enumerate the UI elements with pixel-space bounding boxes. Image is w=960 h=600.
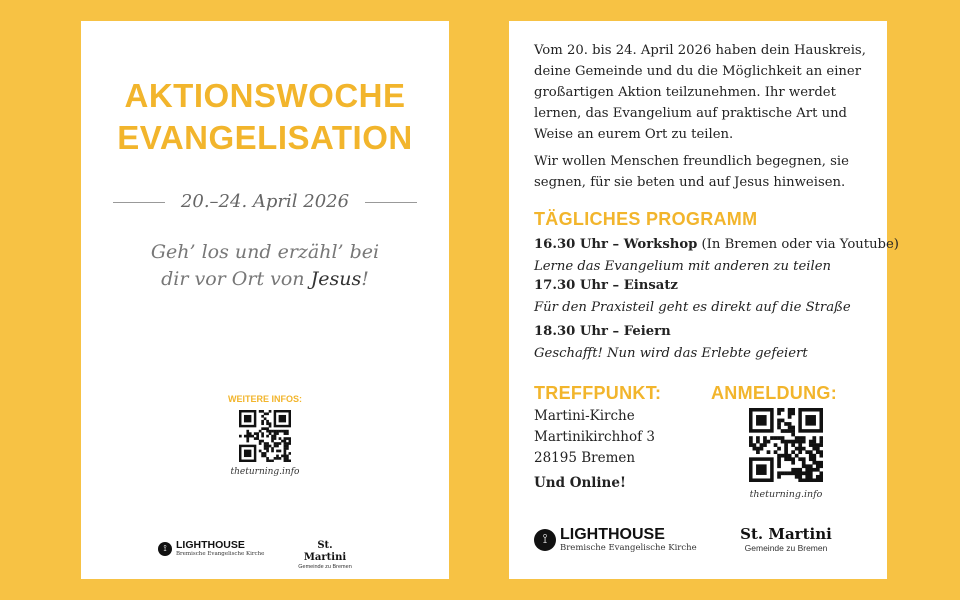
- divider-right: [365, 202, 417, 203]
- flyer-front: [81, 21, 449, 579]
- programm-item-1-desc: Lerne das Evangelium mit anderen zu teilen: [534, 259, 832, 274]
- programm-item-3-desc: Geschafft! Nun wird das Erlebte gefeiert: [534, 346, 808, 361]
- lighthouse-name: LIGHTHOUSE: [176, 539, 245, 551]
- lighthouse-name: LIGHTHOUSE: [560, 526, 665, 543]
- front-slogan: [81, 239, 449, 293]
- programm-item-2-desc: Für den Praxisteil geht es direkt auf die Straße: [534, 300, 851, 315]
- anmeldung-heading: ANMELDUNG:: [711, 383, 837, 403]
- slogan-line-1: Geh’ los und erzähl’ bei: [150, 241, 380, 263]
- programm-item-1-title: [534, 235, 899, 255]
- programm-2-time: 17.30 Uhr – Einsatz: [534, 278, 678, 293]
- front-infos-label: WEITERE INFOS:: [228, 394, 302, 404]
- online-note: Und Online!: [534, 475, 626, 491]
- stmartini-name: St. Martini: [303, 540, 347, 563]
- stmartini-name: St. Martini: [740, 525, 832, 543]
- programm-item-3-title: [534, 322, 671, 342]
- title-line-2: EVANGELISATION: [117, 119, 413, 156]
- front-title: [81, 75, 449, 159]
- back-stmartini-logo: [731, 526, 841, 554]
- front-date: 20.–24. April 2026: [180, 191, 350, 212]
- intro-paragraph-2: Wir wollen Menschen freundlich begegnen, sie segnen, für sie beten und auf Jesus hinweisen.: [534, 154, 849, 190]
- lighthouse-icon: ⟟: [534, 529, 556, 551]
- front-stmartini-logo: [295, 540, 355, 571]
- lighthouse-sub: Bremische Evangelische Kirche: [560, 543, 697, 553]
- programm-heading: TÄGLICHES PROGRAMM: [534, 209, 758, 229]
- address-line-2: Martinikirchhof 3: [534, 429, 655, 445]
- back-qr-code-icon[interactable]: [749, 408, 823, 482]
- title-line-1: AKTIONSWOCHE: [124, 77, 406, 114]
- flyer-back: [509, 21, 899, 579]
- lighthouse-sub: Bremische Evangelische Kirche: [176, 551, 265, 557]
- front-qr-code-icon[interactable]: [239, 410, 291, 462]
- programm-3-time: 18.30 Uhr – Feiern: [534, 324, 671, 339]
- programm-item-2-title: [534, 276, 678, 296]
- address-line-3: 28195 Bremen: [534, 450, 636, 466]
- slogan-prefix: dir vor Ort von: [161, 268, 311, 290]
- slogan-suffix: !: [361, 268, 369, 290]
- programm-1-note: (In Bremen oder via Youtube): [697, 237, 899, 252]
- lighthouse-icon: ⟟: [158, 542, 172, 556]
- back-url[interactable]: theturning.info: [749, 489, 823, 500]
- programm-1-time: 16.30 Uhr – Workshop: [534, 237, 698, 252]
- treffpunkt-heading: TREFFPUNKT:: [534, 383, 662, 403]
- stmartini-sub: Gemeinde zu Bremen: [744, 543, 828, 553]
- slogan-jesus: Jesus: [310, 268, 362, 290]
- front-lighthouse-logo: [158, 540, 264, 558]
- intro-paragraph: Vom 20. bis 24. April 2026 haben dein Hauskreis, deine Gemeinde und du die Möglichkeit an einer großartigen Aktion teilzunehmen. Ihr werdet lernen, das Evangelium auf praktische Art und Weise an eurem Ort zu teilen.: [534, 43, 866, 142]
- slogan-line-2: [81, 266, 449, 293]
- front-url[interactable]: theturning.info: [230, 467, 300, 477]
- front-date-row: [113, 191, 417, 215]
- back-lighthouse-logo: [534, 526, 697, 553]
- address-line-1: Martini-Kirche: [534, 408, 635, 424]
- stmartini-sub: Gemeinde zu Bremen: [298, 564, 352, 570]
